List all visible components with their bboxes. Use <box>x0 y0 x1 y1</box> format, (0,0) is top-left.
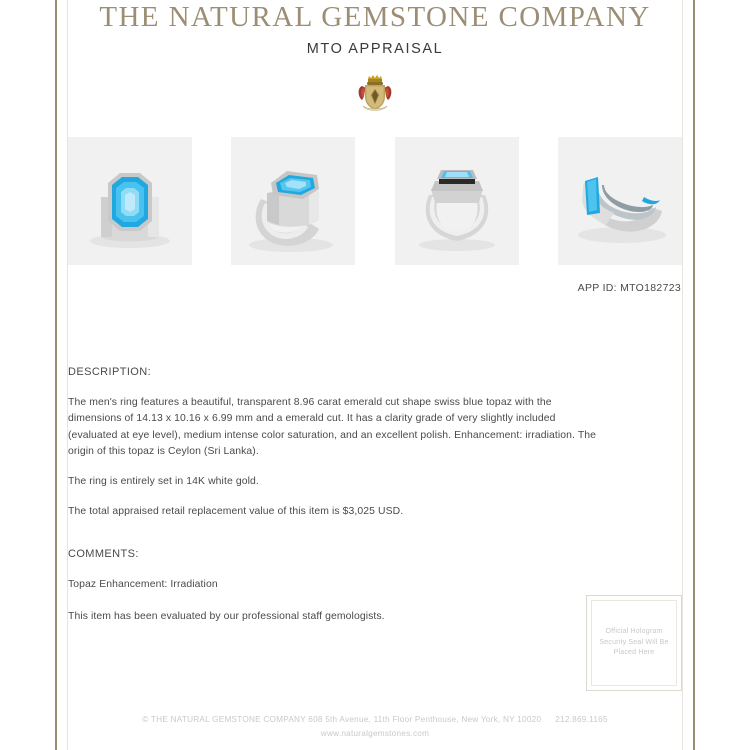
app-id-label: APP ID: MTO182723 <box>577 282 681 295</box>
heraldic-crest-icon <box>356 73 394 120</box>
appraisal-document <box>68 0 682 750</box>
footer-website[interactable]: www.naturalgemstones.com <box>320 729 430 738</box>
company-title: THE NATURAL GEMSTONE COMPANY <box>99 1 651 33</box>
hologram-seal-inner-border <box>591 600 677 686</box>
footer-copyright: © THE NATURAL GEMSTONE COMPANY 608 5th Avenue, 11th Floor Penthouse, New York, NY 10020 <box>142 715 542 724</box>
ring-front-view[interactable] <box>68 137 192 265</box>
document-subtitle: MTO APPRAISAL <box>306 41 444 58</box>
hologram-seal-box <box>586 595 682 691</box>
hologram-seal-area <box>586 595 682 691</box>
description-paragraph-2: The ring is entirely set in 14K white gold. <box>68 475 259 487</box>
description-paragraph-1: The men's ring features a beautiful, transparent 8.96 carat emerald cut shape swiss blue topaz with the dimensions of 14.13 x 10.16 x 6.99 mm and a emerald cut. It has a clarity grade of very slightly included (evaluated at eye level), medium intense color saturation, and an excellent polish. Enhancement: irradiation. The origin of this topaz is Ceylon (Sri Lanka). <box>68 397 597 457</box>
ring-angled-view[interactable] <box>231 137 355 265</box>
comments-paragraph-1: Topaz Enhancement: Irradiation <box>68 579 218 591</box>
hologram-seal-text: Official Hologram Security Seal Will Be Placed Here <box>599 627 669 657</box>
product-photo-gallery <box>68 137 682 265</box>
footer-address-line <box>68 715 682 724</box>
comments-paragraph-2: This item has been evaluated by our professional staff gemologists. <box>68 611 385 623</box>
crest-container <box>68 73 682 115</box>
page-border-right-rule <box>693 0 695 750</box>
document-header <box>68 0 682 57</box>
document-footer <box>68 715 682 738</box>
footer-phone: 212.869.1165 <box>555 715 608 724</box>
description-label: DESCRIPTION: <box>68 366 152 379</box>
ring-top-back-view[interactable] <box>558 137 682 265</box>
ring-profile-view[interactable] <box>395 137 519 265</box>
comments-label: COMMENTS: <box>68 548 139 561</box>
description-section <box>68 366 682 520</box>
page-border-right-hair <box>682 0 683 750</box>
page-border-left-rule <box>55 0 57 750</box>
description-paragraph-3: The total appraised retail replacement value of this item is $3,025 USD. <box>68 505 404 517</box>
